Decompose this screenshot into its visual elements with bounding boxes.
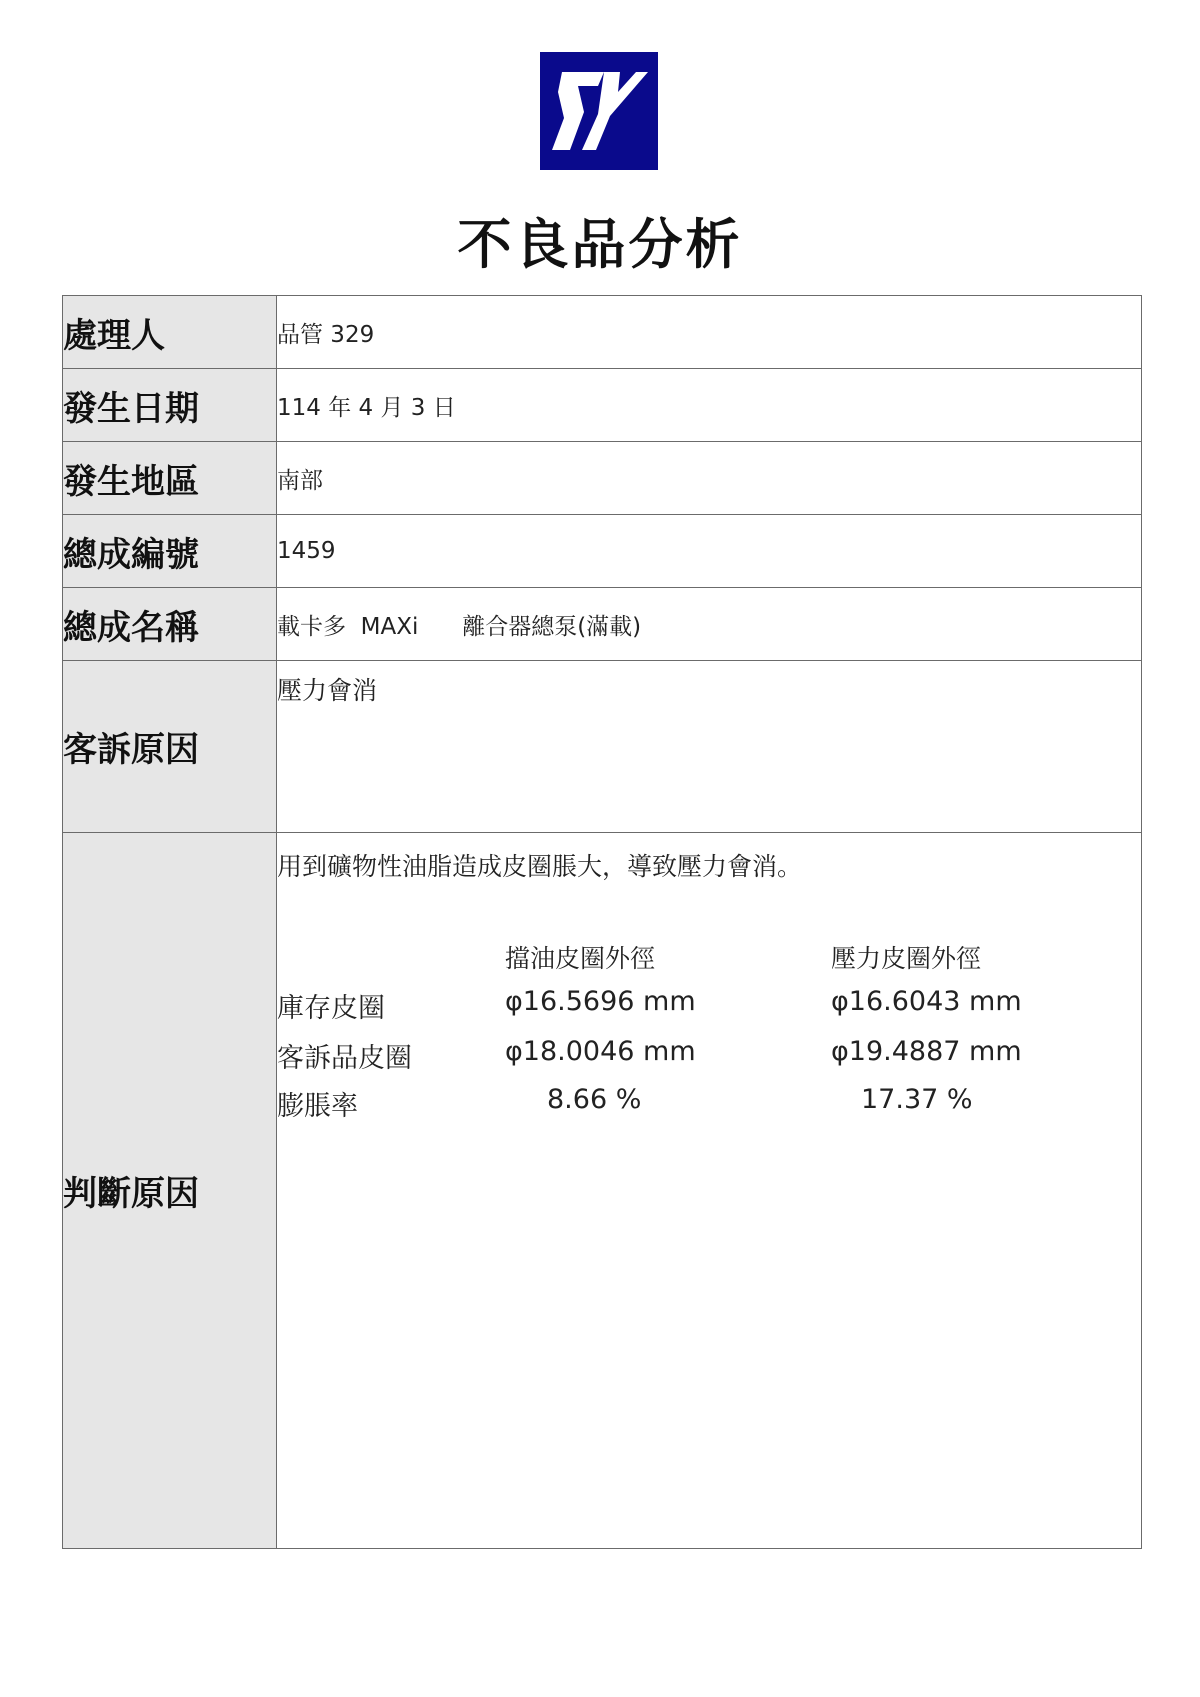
- complaint-text: 壓力會消: [277, 676, 378, 705]
- document-title: 不良品分析: [457, 213, 743, 276]
- form-row-handler: [63, 296, 1142, 369]
- measure-header-oil-seal: 擋油皮圈外徑: [505, 944, 656, 973]
- form-row-complaint: [63, 661, 1142, 833]
- measure-row-label-stock: 庫存皮圈: [277, 993, 385, 1024]
- field-label-judgement: 判斷原因: [63, 833, 277, 1549]
- measure-complaint-oil-seal: φ18.0046 mm: [505, 1036, 696, 1067]
- assembly-name-text: 載卡多 MAXi 離合器總泵(滿載): [277, 613, 642, 640]
- form-row-date: [63, 369, 1142, 442]
- field-label-handler: 處理人: [63, 296, 277, 369]
- field-value-assembly-no: 1459: [277, 515, 1142, 588]
- field-value-complaint: [277, 661, 1142, 833]
- measure-complaint-pressure-seal: φ19.4887 mm: [831, 1036, 1022, 1067]
- measure-stock-oil-seal: φ16.5696 mm: [505, 986, 696, 1017]
- field-label-complaint: 客訴原因: [63, 661, 277, 833]
- field-label-assembly-no: 總成編號: [63, 515, 277, 588]
- measure-stock-pressure-seal: φ16.6043 mm: [831, 986, 1022, 1017]
- measure-row-label-complaint: 客訴品皮圈: [277, 1043, 412, 1074]
- form-row-assembly-name: [63, 588, 1142, 661]
- field-label-region: 發生地區: [63, 442, 277, 515]
- measure-expansion-pressure-seal: 17.37 %: [861, 1084, 973, 1115]
- form-row-assembly-no: [63, 515, 1142, 588]
- analysis-form: [62, 295, 1142, 1549]
- judgement-text: 用到礦物性油脂造成皮圈脹大，導致壓力會消。: [277, 852, 803, 881]
- field-value-date: 114 年 4 月 3 日: [277, 369, 1142, 442]
- judgement-content: [277, 833, 1141, 1548]
- form-row-region: [63, 442, 1142, 515]
- form-row-judgement: [63, 833, 1142, 1549]
- company-logo: [540, 52, 658, 170]
- field-value-assembly-name: [277, 588, 1142, 661]
- measure-row-label-expansion: 膨脹率: [277, 1091, 358, 1122]
- field-label-assembly-name: 總成名稱: [63, 588, 277, 661]
- field-label-date: 發生日期: [63, 369, 277, 442]
- field-value-judgement: [277, 833, 1142, 1549]
- field-value-region: 南部: [277, 442, 1142, 515]
- field-value-handler: 品管 329: [277, 296, 1142, 369]
- measure-expansion-oil-seal: 8.66 %: [547, 1084, 642, 1115]
- measure-header-pressure-seal: 壓力皮圈外徑: [831, 944, 982, 973]
